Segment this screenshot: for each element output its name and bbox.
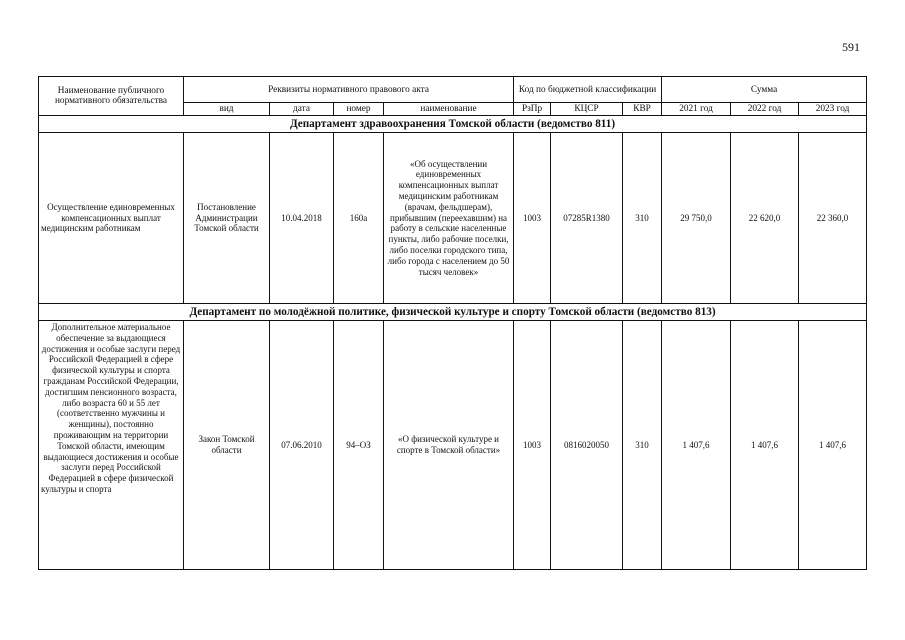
cell-act-number: 160а [334,133,384,304]
department-title: Департамент здравоохранения Томской области (ведомство 811) [39,116,867,133]
cell-act-name: «Об осуществлении единовременных компенсационных выплат медицинским работникам (врачам, фельдшерам), прибывшим (переехавшим) на работу в сельские населенные пункты, либо рабочие поселки, либо поселки городского типа, либо города с населением до 50 тысяч человек» [384,133,514,304]
cell-sum-2022: 22 620,0 [731,133,799,304]
header-year-2022: 2022 год [731,103,799,116]
table-row [39,321,867,570]
cell-kcsr: 0816020050 [551,321,623,570]
header-row-top [39,77,867,103]
header-year-2023: 2023 год [799,103,867,116]
cell-sum-2023: 1 407,6 [799,321,867,570]
obligations-table [38,76,867,570]
cell-kvr: 310 [623,321,662,570]
department-row [39,116,867,133]
cell-act-name: «О физической культуре и спорте в Томской области» [384,321,514,570]
cell-kvr: 310 [623,133,662,304]
cell-act-date: 07.06.2010 [270,321,334,570]
cell-rzpr: 1003 [514,321,551,570]
department-row [39,304,867,321]
cell-sum-2022: 1 407,6 [731,321,799,570]
cell-sum-2023: 22 360,0 [799,133,867,304]
cell-obligation: Осуществление единовременных компенсационных выплат медицинским работникам [39,133,184,304]
table-row [39,133,867,304]
header-act-requisites: Реквизиты нормативного правового акта [184,77,514,103]
cell-sum-2021: 29 750,0 [662,133,731,304]
cell-kcsr: 07285R1380 [551,133,623,304]
header-kvr: КВР [623,103,662,116]
header-type: вид [184,103,270,116]
header-obligation-name: Наименование публичного нормативного обязательства [39,77,184,116]
cell-act-date: 10.04.2018 [270,133,334,304]
header-number: номер [334,103,384,116]
cell-rzpr: 1003 [514,133,551,304]
header-budget-code: Код по бюджетной классификации [514,77,662,103]
cell-obligation: Дополнительное материальное обеспечение за выдающиеся достижения и особые заслуги перед Российской Федерацией в сфере физической культуры и спорта гражданам Российской Федерации, достигшим пенсионного возраста, либо возраста 60 и 55 лет (соответственно мужчины и женщины), постоянно проживающим на территории Томской области, имеющим выдающиеся достижения и особые заслуги перед Российской Федерацией в сфере физической культуры и спорта [39,321,184,570]
header-year-2021: 2021 год [662,103,731,116]
header-name: наименование [384,103,514,116]
cell-sum-2021: 1 407,6 [662,321,731,570]
cell-act-number: 94–ОЗ [334,321,384,570]
header-date: дата [270,103,334,116]
header-sum: Сумма [662,77,867,103]
cell-act-type: Постановление Администрации Томской области [184,133,270,304]
department-title: Департамент по молодёжной политике, физической культуре и спорту Томской области (ведомство 813) [39,304,867,321]
header-rzpr: РзПр [514,103,551,116]
page-number: 591 [842,40,860,54]
cell-act-type: Закон Томской области [184,321,270,570]
header-kcsr: КЦСР [551,103,623,116]
